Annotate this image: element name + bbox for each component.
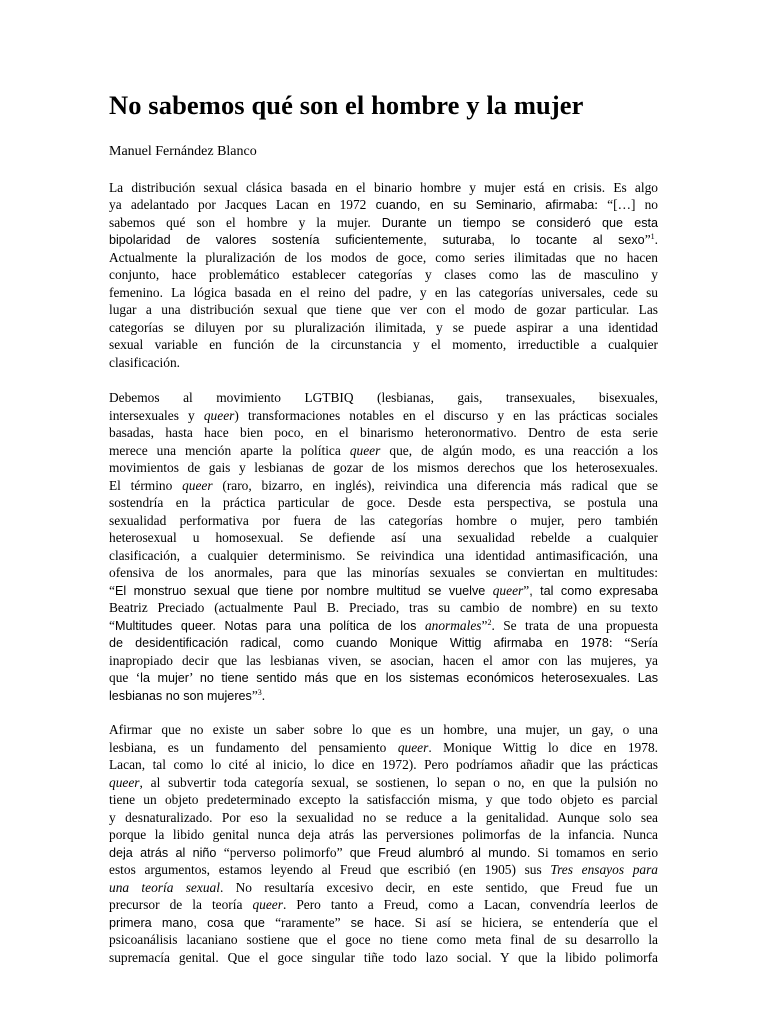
text-run: de desidentificación radical, como cuando Monique Wittig afirmaba en 1978 — [109, 636, 609, 650]
text-run: queer — [182, 477, 213, 493]
text-line — [109, 949, 658, 967]
text-run: . Monique Wittig lo dice en 1978. — [428, 739, 658, 755]
text-line — [109, 669, 658, 687]
text-run: “ — [109, 582, 115, 598]
footnote-marker: 1 — [650, 232, 655, 241]
text-line — [109, 196, 658, 214]
text-run: heterosexual u homosexual. Se defiende así una sexualidad rebelde a cualquier — [109, 530, 658, 545]
text-run: movimientos de gais y lesbianas de gozar de los mismos derechos que los heterosexuales. — [109, 460, 658, 475]
text-line — [109, 914, 658, 932]
text-run: merece una mención aparte la política — [109, 442, 350, 458]
text-run: que Freud alumbró al mundo. — [349, 845, 531, 860]
text-run: inapropiado decir que las lesbianas viven, se asocian, hacen el amor con las mujeres, ya — [109, 652, 658, 668]
text-run: clasificación, a cualquier determinismo. Se reivindica una identidad antimasificación, una — [109, 547, 658, 563]
text-line — [109, 179, 658, 197]
text-line — [109, 739, 658, 757]
text-line — [109, 634, 658, 652]
text-run: ” — [523, 582, 530, 598]
paragraph-3 — [109, 721, 658, 966]
text-run: cuando, en su Seminario, afirmaba — [375, 198, 595, 212]
text-run: queer — [349, 442, 381, 458]
text-line — [109, 687, 658, 705]
text-run: , tal como expresaba — [529, 583, 658, 598]
text-run: intersexuales y — [109, 407, 204, 423]
text-line — [109, 617, 658, 635]
text-line — [109, 809, 658, 827]
text-line — [109, 389, 658, 407]
text-line — [109, 424, 658, 442]
text-run: precursor de la teoría — [109, 897, 253, 912]
text-run: : “Sería — [608, 635, 659, 650]
footnote-marker: 3 — [257, 687, 262, 697]
text-run: Beatriz Preciado (actualmente Paul B. Preciado, tras su cambio de nombre) en su texto — [109, 600, 658, 615]
text-line — [109, 844, 658, 862]
text-line — [109, 896, 658, 914]
text-run: primera mano, cosa que — [109, 915, 276, 930]
text-run: “raramente” — [275, 914, 351, 930]
text-run: Multitudes queer. Notas para una política de los — [114, 618, 425, 633]
text-run: ” — [481, 617, 488, 633]
text-run: clasificación. — [109, 354, 181, 370]
text-line — [109, 791, 658, 809]
text-line — [109, 266, 658, 284]
text-run: ’ — [189, 670, 200, 685]
text-line — [109, 301, 658, 319]
text-run: ya adelantado por Jacques Lacan en 1972 — [109, 197, 376, 212]
text-line — [109, 512, 658, 530]
text-run: se hace — [350, 915, 402, 930]
text-run: . Pero tanto a Freud, como a Lacan, convendría leerlos de — [282, 897, 658, 912]
text-line — [109, 599, 658, 617]
text-run: deja atrás al niño — [109, 845, 224, 860]
text-line — [109, 354, 658, 372]
text-run: Actualmente la pluralización de los modos de goce, como series ilimitadas que no hacen — [109, 249, 658, 265]
text-run: psicoanálisis lacaniano sostiene que el goce no tiene como meta final de su desarrollo la — [109, 932, 658, 947]
text-line — [109, 477, 658, 495]
text-run: . — [654, 232, 658, 247]
text-run: ” — [644, 232, 651, 247]
text-line — [109, 284, 658, 302]
text-run: Tres ensayos para — [550, 862, 659, 877]
text-run: porque la libido genital nunca deja atrás las perversiones polimorfas de la infancia. Nunca — [109, 827, 658, 842]
text-run: conjunto, hace problemático establecer categorías y clases como las de masculino y — [109, 267, 658, 282]
text-run: no tiene sentido más que en los sistemas económicos heterosexuales. Las — [199, 671, 659, 685]
document-page — [109, 88, 658, 966]
text-run: que, de algún modo, es una reacción a los — [380, 442, 658, 458]
text-run: tiene un objeto predeterminado excepto la satisfacción misma, y que todo objeto es parcial — [109, 792, 658, 807]
text-run: queer — [109, 774, 140, 790]
paragraph-1 — [109, 179, 658, 372]
text-run: lesbianas no son mujeres — [109, 688, 252, 703]
text-line — [109, 336, 658, 354]
text-run: queer — [492, 582, 524, 598]
text-run: . Se trata de una propuesta — [491, 617, 659, 633]
text-line — [109, 459, 658, 477]
text-run: Durante un tiempo se consideró que esta — [381, 215, 658, 230]
text-run: (raro, bizarro, en inglés), reivindica una diferencia más radical que se — [212, 477, 658, 493]
text-run: una teoría sexual — [109, 879, 220, 895]
text-run: estos argumentos, estamos leyendo al Freud que escribió (en 1905) sus — [109, 862, 551, 877]
text-run: ofensiva de los anormales, para que las minorías sexuales se conviertan en multitudes: — [109, 565, 658, 580]
text-run: lugar a una distribución sexual que tiene que ver con el modo de gozar particular. Las — [109, 302, 658, 317]
text-line — [109, 774, 658, 792]
text-run: y desnaturalizado. Por eso la sexualidad no se reduce a la genitalidad. Aunque solo sea — [109, 809, 658, 825]
text-run: ) transformaciones notables en el discurso y en las prácticas sociales — [234, 407, 659, 423]
text-run: categorías se diluyen por su pluralización ilimitada, y se puede aspirar a una identidad — [109, 319, 658, 335]
text-run: lesbiana, es un fundamento del pensamiento — [109, 739, 398, 755]
text-run: sexualidad performativa por fuera de las categorías hombre o mujer, pero también — [109, 512, 658, 528]
text-line — [109, 756, 658, 774]
text-line — [109, 494, 658, 512]
text-run: Lacan, tal como lo cité al inicio, lo dice en 1972). Pero podríamos añadir que las prácticas — [109, 757, 658, 772]
text-run: sostendría en la práctica particular de goce. Desde esta perspectiva, se postula una — [109, 495, 658, 510]
text-run: ” — [251, 687, 258, 703]
text-run: queer — [203, 407, 235, 423]
text-run: Afirmar que no existe un saber sobre lo que es un hombre, una mujer, un gay, o una — [109, 722, 658, 737]
text-run: : “[…] no — [594, 197, 659, 212]
text-run: sexual variable en función de la circunstancia y el momento, irreductible a cualquier — [109, 337, 658, 352]
text-run: Si tomamos en serio — [530, 844, 659, 860]
text-run: , al subvertir toda categoría sexual, se sostienen, lo sepan o no, en que la pulsión no — [139, 774, 658, 790]
text-line — [109, 319, 658, 337]
text-run: la mujer — [140, 671, 189, 685]
text-run: La distribución sexual clásica basada en el binario hombre y mujer está en crisis. Es algo — [109, 179, 658, 195]
text-run: . — [261, 687, 266, 703]
text-line — [109, 214, 658, 232]
text-run: queer — [252, 897, 283, 912]
text-line — [109, 249, 658, 267]
text-run: . No resultaría excesivo decir, en este sentido, que Freud fue un — [219, 879, 658, 895]
text-line — [109, 231, 658, 249]
text-run: . Si así se hiciera, se entendería que el — [401, 914, 658, 930]
text-run: bipolaridad de valores sostenía suficientemente, suturaba, lo tocante al sexo — [109, 233, 645, 247]
text-run: anormales — [424, 617, 482, 633]
text-line — [109, 582, 658, 600]
text-line — [109, 861, 658, 879]
text-run: El monstruo sexual que tiene por nombre multitud se vuelve — [114, 583, 493, 598]
text-run: El término — [109, 477, 183, 493]
text-line — [109, 547, 658, 565]
paragraph-2 — [109, 389, 658, 704]
text-run: queer — [397, 739, 429, 755]
document-title: No sabemos qué son el hombre y la mujer — [109, 90, 584, 120]
text-run: “ — [109, 617, 115, 633]
text-run: supremacía genital. Que el goce singular tiñe todo lazo social. Y que la libido polimorfa — [109, 949, 658, 965]
text-run: que ‘ — [109, 670, 141, 685]
text-run: “perverso polimorfo” — [223, 844, 350, 860]
text-run: Debemos al movimiento LGTBIQ (lesbianas, gais, transexuales, bisexuales, — [109, 390, 658, 405]
text-line — [109, 564, 658, 582]
document-author: Manuel Fernández Blanco — [109, 144, 257, 159]
text-line — [109, 442, 658, 460]
text-line — [109, 652, 658, 670]
text-line — [109, 931, 658, 949]
text-run: femenino. La lógica basada en el reino del padre, y en las categorías universales, cede su — [109, 284, 658, 300]
text-run: basadas, hasta hace bien poco, en el binarismo heteronormativo. Dentro de esta serie — [109, 425, 658, 440]
text-line — [109, 826, 658, 844]
text-line — [109, 529, 658, 547]
text-line — [109, 879, 658, 897]
footnote-marker: 2 — [487, 617, 492, 627]
text-line — [109, 407, 658, 425]
text-line — [109, 721, 658, 739]
text-run: sabemos qué son el hombre y la mujer. — [109, 214, 382, 230]
